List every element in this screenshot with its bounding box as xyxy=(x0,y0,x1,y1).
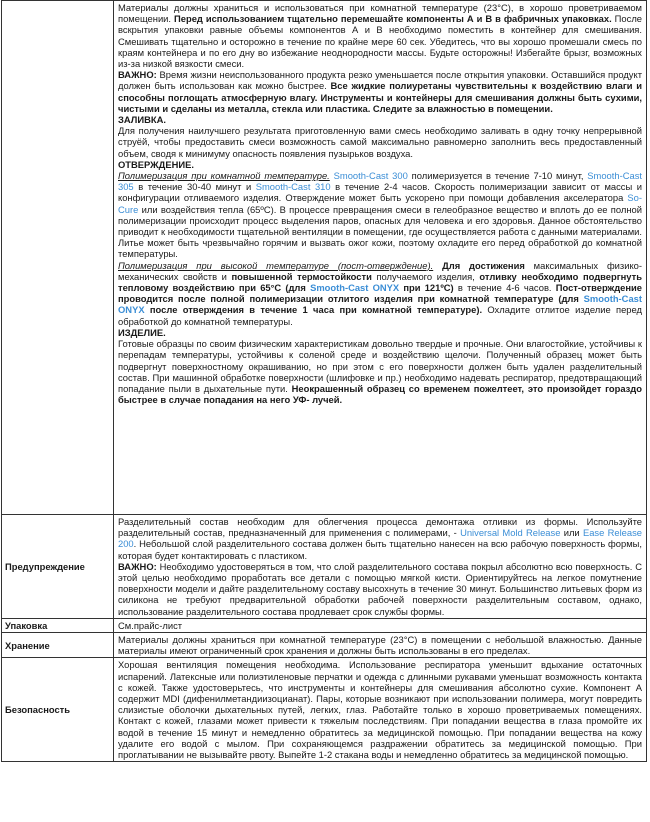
text-run: Ease Release 200 xyxy=(118,527,642,550)
safety-row xyxy=(2,658,647,762)
text-run: Для получения наилучшего результата приготовленную вами смесь необходимо заливать в одну точку непрерывной струёй, чтобы предоставить смеси возможность самой максимально равномерно заполнить весь предоставленный объем, сводя к минимуму опасность появления пузырьков воздуха. xyxy=(118,125,642,159)
text-run: или воздействия тепла (65ºC). В процессе превращения смеси в гелеобразное вещество и вплоть до ее полной полимеризации происходит процесс выделения паров, опасных для человека и его здоровья. Данное обстоятельство приводит к необходимости тщательной вентиляции в помещении, где осуществляется работа с данными материалами. Литье может быть чрезвычайно горячим и вызвать ожог кожи, поэтому охладите его перед обработкой до комнатной температуры. xyxy=(118,203,642,260)
text-run: Smooth-Cast 305 xyxy=(118,170,642,193)
text-run: получаемого изделия, xyxy=(371,270,480,282)
warning-label: Предупреждение xyxy=(2,515,114,619)
text-run: отливку необходимо подвергнуть тепловому воздействию при 65°C (для xyxy=(118,270,642,294)
text-run: Smooth-Cast ONYX xyxy=(118,293,642,316)
storage-text: Материалы должны храниться при комнатной температуре (23°C) в помещении с небольшой влажностью. Данные материалы имеют ограниченный срок хранения и должны быть использованы в его пределах. xyxy=(114,633,647,658)
storage-row xyxy=(2,633,647,658)
room-temp-cure-paragraph xyxy=(118,170,642,260)
text-run: ВАЖНО: xyxy=(118,69,157,81)
storage-label: Хранение xyxy=(2,633,114,658)
text-run xyxy=(433,260,442,271)
text-run: Полимеризация при комнатной температуре. xyxy=(118,170,330,182)
packaging-label: Упаковка xyxy=(2,618,114,632)
text-run: повышенной термостойкости xyxy=(231,270,372,282)
text-run: Готовые образцы по своим физическим характеристикам довольно твердые и прочные. Они влагостойкие, устойчивы к перепадам температуры, устойчивы к соленой среде и воздействию щелочи. Полученный образец может быть подвергнут поверхностному окрашиванию, но при этом с его поверхности должен быть удален разделительный состав. При машинной обработке поверхности (шлифовке и пр.) необходимо надевать респиратор, предотвращающий попадание пыли в дыхательные пути. xyxy=(118,338,642,394)
safety-text: Хорошая вентиляция помещения необходима. Использование респиратора уменьшит вдыхание остаточных испарений. Латексные или полиэтиленовые перчатки и одежда с длинными рукавами уменьшат возможность контакта с кожей. Также удостоверьтесь, что инструменты и контейнеры для смешивания абсолютно сухие. Компонент А содержит MDI (дифенилметандиизоцианат). Пары, которые возникают при использовании полимера, могут повредить слизистые оболочки дыхательных путей, легких, глаз. Работайте только в хорошо проветриваемых помещениях. Контакт с кожей, глазами может привести к тяжелым последствиям. При попадании вещества в глаза промойте их водой в течение 15 минут и немедленно обратитесь за медицинской помощью. При попадании вещества на кожу удалите его водой с мылом. При сохраняющемся раздражении обратитесь за медицинской помощью. При проглатывании не вызывайте рвоту. Выпейте 1-2 стакана воды и немедленно обратитесь за медицинской помощью. xyxy=(114,658,647,762)
text-run: Smooth-Cast ONYX xyxy=(310,282,400,294)
text-run: Необходимо удостоверяться в том, что слой разделительного состава покрыл абсолютно всю поверхность. С этой целью необходимо проработать все детали с помощью мягкой кисти. Ориентируйтесь на легкое помутнение поверхности модели и дайте разделительному составу высохнуть в течение 30 минут. Большинство литьевых форм из силикона не требуют предварительной обработки рабочей поверхности разделительным составом, однако, использование разделительного состава продлевает срок службы формы. xyxy=(118,560,642,617)
packaging-value: См.прайс-лист xyxy=(114,618,647,632)
text-run: Время жизни неиспользованного продукта резко уменьшается после открытия упаковки. Оставшийся продукт должен быть использован как можно быстрее. xyxy=(118,69,642,92)
warning-important-paragraph xyxy=(118,561,642,617)
item-paragraph xyxy=(118,338,642,405)
text-run: при 121ºC) xyxy=(399,282,454,294)
usage-row xyxy=(2,1,647,515)
text-run: Материалы должны храниться и использоваться при комнатной температуре (23°C), в хорошо проветриваемом помещении. xyxy=(118,2,642,25)
item-heading: ИЗДЕЛИЕ. xyxy=(118,326,166,338)
warning-row xyxy=(2,515,647,619)
text-run: в течение 2-4 часов. Скорость полимеризации зависит от массы и конфигурации отливаемого изделия. Отверждение может быть ускорено при помощи добавления акселератора xyxy=(118,181,642,204)
text-run: Smooth-Cast 300 xyxy=(333,170,408,182)
text-run: Пост-отверждение проводится после полной полимеризации отлитого изделия при комнатной температуре (для xyxy=(118,282,642,305)
text-run: Разделительный состав необходим для облегчения процесса демонтажа отливки из формы. Используйте разделительный состав, предназначенный для применения с полимерами, - xyxy=(118,516,642,539)
warning-content xyxy=(114,515,647,619)
text-run: после отверждения в течение 1 часа при комнатной температуре). xyxy=(144,304,483,316)
text-run: в течение 4-6 часов. xyxy=(453,282,556,294)
text-run: в течение 30-40 минут и xyxy=(133,181,256,193)
text-run: Smooth-Cast 310 xyxy=(255,181,331,193)
text-run: Universal Mold Release xyxy=(460,527,561,539)
fill-heading: ЗАЛИВКА. xyxy=(118,114,166,126)
text-run: Полимеризация при высокой температуре (пост-отверждение). xyxy=(118,259,434,271)
text-run: Перед использованием тщательно перемешайте компоненты А и В в фабричных упаковках. xyxy=(174,13,612,25)
text-run: После вскрытия упаковки равные объемы компонентов А и В необходимо поместить в контейнер для смешивания. Смешивать тщательно и осторожно в течение по крайне мере 60 сек. Убедитесь, что вы хорошо промешали смесь по краям контейнера и по его дну во избежание неоднородности массы. Будьте осторожны! Избегайте брызг, возможных из-за низкой вязкости смеси. xyxy=(118,13,643,70)
text-run: полимеризуется в течение 7-10 минут, xyxy=(407,170,588,182)
text-run: Все жидкие полиуретаны чувствительны к воздействию влаги и способны поглощать атмосферную влагу. Инструменты и контейнеры для смешивания должны быть сухими, чистыми и сделаны из металла, стекла или пластика. Следите за влажностью в помещении. xyxy=(118,80,642,114)
text-run: или xyxy=(560,527,583,539)
text-run: ВАЖНО: xyxy=(118,560,157,572)
instructions-table xyxy=(1,0,647,762)
fill-paragraph xyxy=(118,125,642,159)
text-run: So-Cure xyxy=(118,192,642,215)
text-run: Для достижения xyxy=(442,259,525,271)
safety-label: Безопасность xyxy=(2,658,114,762)
text-run: Охладите отлитое изделие перед обработкой до комнатной температуры. xyxy=(118,304,642,327)
release-agent-paragraph xyxy=(118,516,642,561)
cure-heading: ОТВЕРЖДЕНИЕ. xyxy=(118,158,194,170)
text-run: . Небольшой слой разделительного состава должен быть тщательно нанесен на всю рабочую поверхность формы, которая будет контактировать с пластиком. xyxy=(118,538,642,561)
usage-content xyxy=(114,1,647,515)
usage-label-cell xyxy=(2,1,114,515)
text-run: Неокрашенный образец со временем пожелтеет, это произойдет гораздо быстрее в случае попадания на него УФ- лучей. xyxy=(118,382,642,406)
mixing-paragraph xyxy=(118,2,642,69)
important-paragraph xyxy=(118,69,642,114)
packaging-row xyxy=(2,618,647,632)
post-cure-paragraph xyxy=(118,260,642,327)
text-run: максимальных физико-механических свойств и xyxy=(118,259,642,282)
